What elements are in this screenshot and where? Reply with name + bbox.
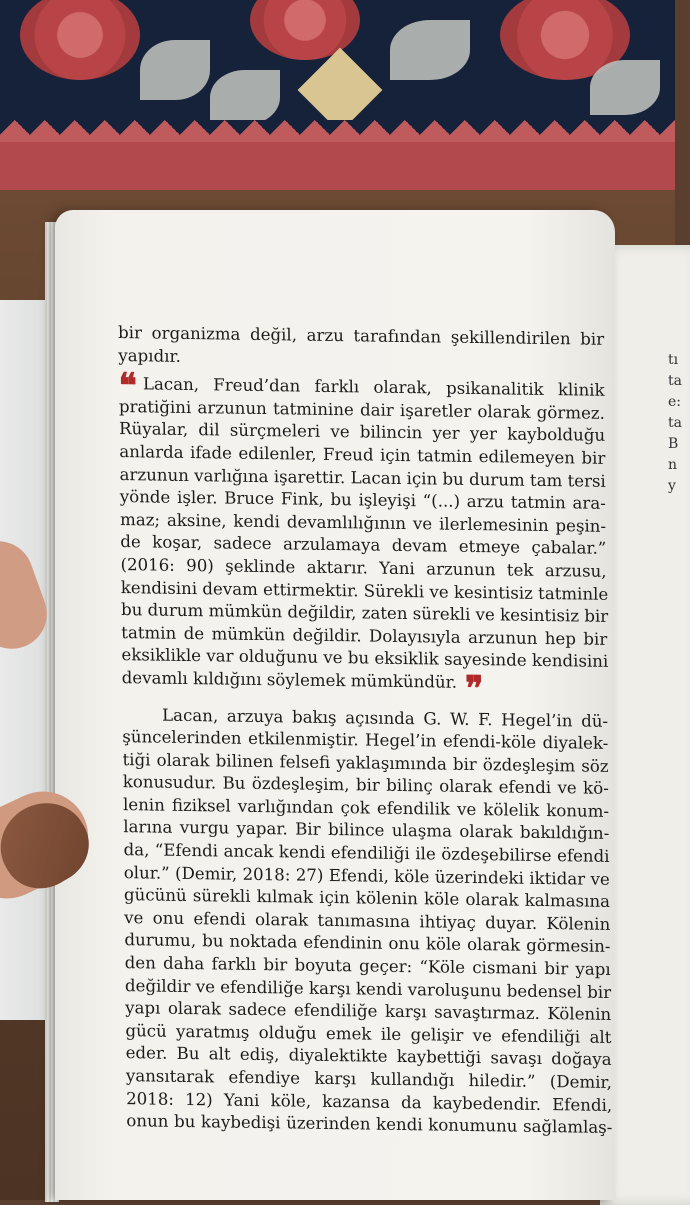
text-line: tiği olarak bilinen felsefi yaklaşımında bir özdeşleşim söz [122,749,609,776]
facing-page-fragment: tı [668,352,679,368]
text-line: maz; aksine, kendi devamlılığının ve ilerlemesinin peşin- [119,509,607,536]
text-line: gücünü sürekli kılmak için kölenin köle olarak kalmasına [123,885,611,912]
text-line: gücü yaratmış olduğu emek ile gelişir ve efendiliği alt [125,1020,612,1047]
text-line: tatmin de mümkün değildir. Dolayısıyla arzunun hep bir [121,622,608,649]
text-line: da, “Efendi ancak kendi efendiliği ile özdeşebilirse efendi [123,840,610,866]
text-line: bir organizma değil, arzu tarafından şekillendirilen bir [118,323,605,349]
pull-quote [118,366,609,710]
facing-page-fragment: n [668,457,678,473]
facing-page-fragment: e: [668,394,682,410]
text-line: yapıdır. [118,345,181,366]
rug-leaf-motif [390,20,470,80]
body-paragraph [122,704,612,1140]
text-line: larına vurgu yapar. Bir bilince ulaşma olarak bakıldığın- [123,817,610,844]
facing-page-fragment: y [668,478,676,494]
text-line: yönde işler. Bruce Fink, bu işleyişi “(...) arzu tatmin ara- [119,487,606,513]
text-line: şüncelerinden etkilenmiştir. Hegel’in efendi-köle diyalek- [122,727,609,753]
text-line: 2018: 12) Yani köle, kazansa da kaybedendir. Efendi, [126,1088,613,1115]
rug-leaf-motif [590,60,660,115]
text-line: Lacan, Freud’dan farklı olarak, psikanalitik klinik [142,374,605,400]
page-text [118,322,612,1140]
rug-leaf-motif [210,70,280,125]
rug-red-border [0,142,675,190]
facing-page-fragment: B [668,436,679,452]
facing-page-fragment: ta [668,415,682,431]
text-line: yapı olarak sadece efendiliğe karşı savaştırmaz. Kölenin [125,998,612,1025]
open-quote-icon: ❝ [118,366,138,407]
text-line: eksiklikle var olduğunu ve bu eksiklik sayesinde kendisini [121,645,609,672]
facing-page-fragment: ta [668,373,682,389]
text-line: ve onu efendi olarak tanımasına ihtiyaç duyar. Kölenin [124,907,611,934]
text-line: Lacan, arzuya bakış açısında G. W. F. Hegel’in dü- [162,705,609,731]
text-line: kendisini devam ettirmektir. Sürekli ve kesintisiz tatminle [120,577,609,604]
rug-flower-motif [20,0,140,80]
text-line: lenin fiziksel varlığından çok efendilik ve kölelik konum- [122,794,610,821]
text-line: arzunun varlığına işarettir. Lacan için bu durum tam tersi [119,464,606,491]
text-line: Rüyalar, dil sürçmeleri ve bilincin yer yer kaybolduğu [119,419,606,446]
text-line: konusudur. Bu özdeşleşim, bir bilinç olarak efendi ve kö- [122,772,609,799]
text-line: değildir ve efendiliğe karşı kendi varoluşunu bedensel bir [124,975,612,1002]
rug-background [0,0,675,190]
text-line: yansıtarak efendiye karşı kullandığı hiledir.” (Demir, [125,1066,612,1092]
text-line: durumu, bu noktada efendinin onu köle olarak görmesin- [124,930,611,957]
text-line: eder. Bu alt ediş, diyalektikte kaybettiği savaşı doğaya [125,1043,612,1070]
facing-page-text [668,350,688,497]
text-line: devamlı kıldığını söylemek mümkündür. [121,667,458,692]
text-line: bu durum mümkün değildir, zaten sürekli ve kesintisiz bir [120,600,609,626]
text-line: de koşar, sadece arzulamaya devam etmeye çabalar.” [120,532,607,559]
text-line: olur.” (Demir, 2018: 27) Efendi, köle üzerindeki iktidar ve [123,862,610,889]
close-quote-icon: ❞ [464,668,484,710]
rug-leaf-motif [140,40,210,100]
text-line: anlarda ifade edilenler, Freud için tatmin edilemeyen bir [119,441,606,468]
text-line: (2016: 90) şeklinde aktarır. Yani arzunun tek arzusu, [120,554,607,581]
text-line: den daha farklı bir boyuta geçer: “Köle cismani bir yapı [124,953,611,979]
text-line: onun bu kaybedişi üzerinden kendi konumunu sağlamlaş- [126,1111,613,1138]
text-line: pratiğini arzunun tatminine dair işaretler olarak görmez. [118,396,605,423]
